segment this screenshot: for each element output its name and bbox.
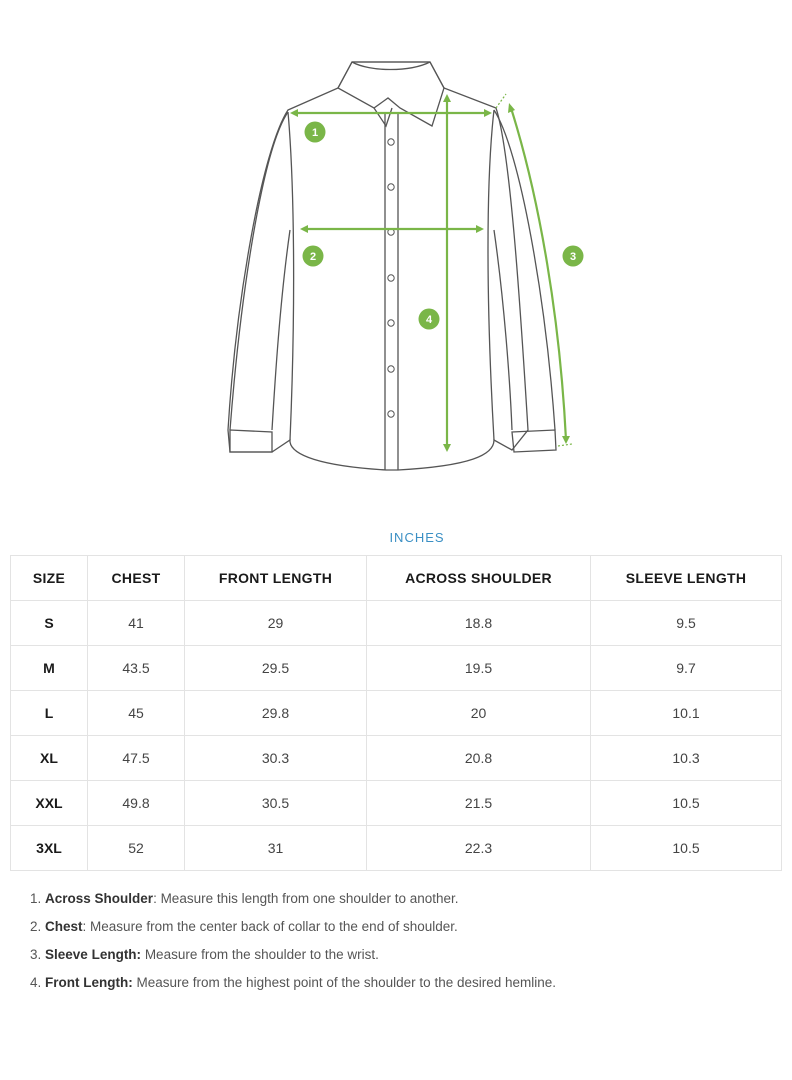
front-length-cell: 30.5 [185,781,367,826]
note-number: 3. [30,947,42,962]
chest-cell: 43.5 [88,646,185,691]
header-chest: CHEST [88,556,185,601]
across-shoulder-cell: 21.5 [367,781,591,826]
table-row [11,736,782,781]
table-row [11,781,782,826]
note-item [30,973,770,1001]
chest-cell: 49.8 [88,781,185,826]
across-shoulder-cell: 19.5 [367,646,591,691]
chest-cell: 45 [88,691,185,736]
marker-2 [303,246,324,267]
header-across-shoulder: ACROSS SHOULDER [367,556,591,601]
note-text: : Measure from the center back of collar to the end of shoulder. [82,919,458,934]
sleeve-length-cell: 9.5 [591,601,782,646]
note-text: Measure from the highest point of the shoulder to the desired hemline. [132,975,557,990]
front-length-cell: 29.8 [185,691,367,736]
sleeve-length-cell: 10.1 [591,691,782,736]
marker-4 [419,309,440,330]
note-text: Measure from the shoulder to the wrist. [141,947,379,962]
unit-label: INCHES [389,530,445,545]
note-number: 1. [30,891,42,906]
table-row [11,646,782,691]
table-row [11,691,782,736]
chest-cell: 52 [88,826,185,871]
shirt-measurement-diagram [0,0,792,500]
size-cell: S [11,601,88,646]
table-header-row [11,556,782,601]
marker-1 [305,122,326,143]
sleeve-length-cell: 10.3 [591,736,782,781]
size-cell: M [11,646,88,691]
front-length-cell: 29.5 [185,646,367,691]
svg-text:2: 2 [309,251,317,263]
chest-cell: 41 [88,601,185,646]
across-shoulder-cell: 20.8 [367,736,591,781]
table-row [11,601,782,646]
note-number: 2. [30,919,42,934]
dotted-guides [496,94,572,446]
svg-text:3: 3 [569,251,577,263]
note-term: Across Shoulder [45,891,154,906]
marker-3 [563,246,584,267]
across-shoulder-cell: 20 [367,691,591,736]
measurement-notes [30,889,770,1001]
header-size: SIZE [11,556,88,601]
note-term: Sleeve Length: [45,947,142,962]
front-length-cell: 30.3 [185,736,367,781]
sleeve-length-cell: 10.5 [591,781,782,826]
note-number: 4. [30,975,42,990]
sleeve-length-cell: 10.5 [591,826,782,871]
measurement-lines [290,94,570,452]
header-sleeve-length: SLEEVE LENGTH [591,556,782,601]
buttons [388,139,394,417]
note-term: Front Length: [45,975,133,990]
chest-cell: 47.5 [88,736,185,781]
across-shoulder-cell: 22.3 [367,826,591,871]
note-item [30,889,770,917]
note-text: : Measure this length from one shoulder to another. [153,891,459,906]
across-shoulder-cell: 18.8 [367,601,591,646]
sleeve-length-cell: 9.7 [591,646,782,691]
front-length-cell: 31 [185,826,367,871]
header-front-length: FRONT LENGTH [185,556,367,601]
front-length-cell: 29 [185,601,367,646]
size-cell: XL [11,736,88,781]
size-cell: 3XL [11,826,88,871]
note-term: Chest [45,919,83,934]
svg-text:4: 4 [425,314,433,326]
svg-text:1: 1 [311,127,319,139]
shirt-outline [228,62,556,470]
size-cell: L [11,691,88,736]
table-row [11,826,782,871]
size-cell: XXL [11,781,88,826]
size-chart-table [10,555,782,871]
note-item [30,945,770,973]
note-item [30,917,770,945]
